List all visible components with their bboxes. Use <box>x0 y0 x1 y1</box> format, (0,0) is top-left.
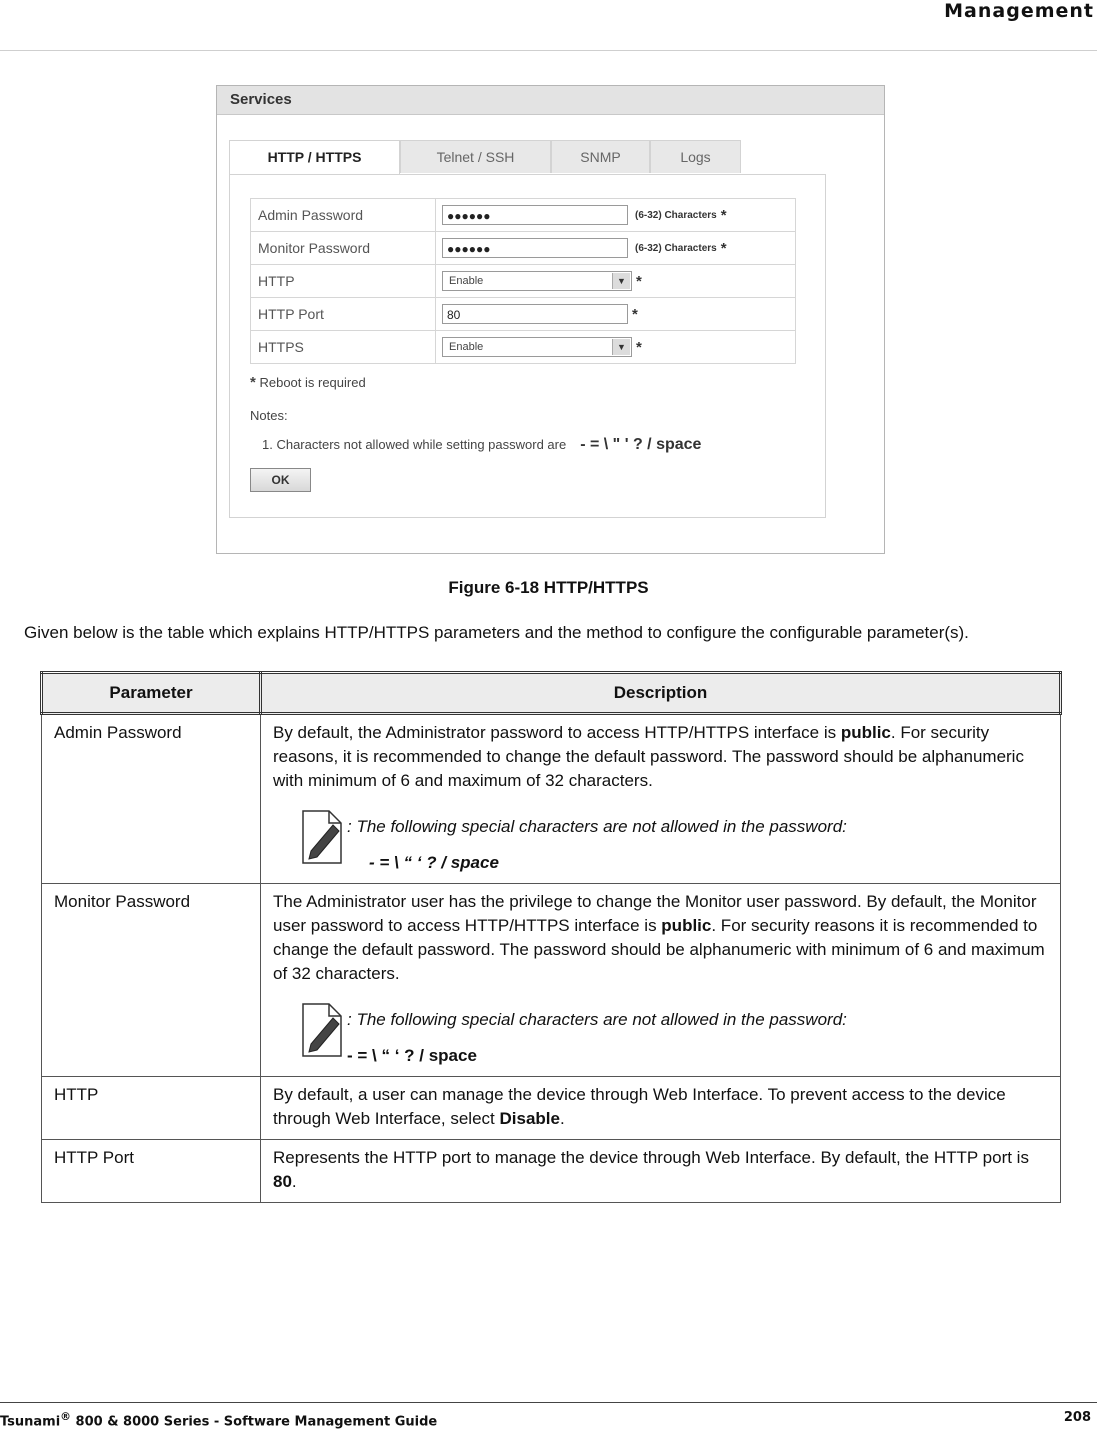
note-text: : The following special characters are not allowed in the password: <box>347 817 847 836</box>
note-block <box>273 815 1048 875</box>
description-cell <box>261 1077 1061 1140</box>
description-emphasis: 80 <box>273 1172 292 1191</box>
description-text: . For security reasons, it is recommended to change the default password. The password should be alphanumeric with minimum of 6 and maximum of 32 characters. <box>273 723 1024 790</box>
length-hint: (6-32) Characters <box>635 209 717 221</box>
field-label: HTTP Port <box>251 298 436 331</box>
form-row-https <box>251 331 796 364</box>
required-marker: * <box>720 239 727 257</box>
notes-label: Notes: <box>250 408 288 423</box>
footer-title <box>0 1410 437 1429</box>
disallowed-characters: - = \ " ' ? / space <box>580 436 702 453</box>
chevron-down-icon[interactable]: ▼ <box>612 339 630 355</box>
description-text: . <box>291 1172 297 1191</box>
note-text: 1. Characters not allowed while setting password are <box>262 437 567 452</box>
parameter-table <box>40 671 1062 1203</box>
form-row-monitor-password <box>251 232 796 265</box>
select-value: Enable <box>449 341 484 353</box>
note-item <box>262 436 701 454</box>
table-row <box>42 1140 1061 1203</box>
description-cell <box>261 884 1061 1077</box>
required-marker: * <box>636 338 642 356</box>
page-header: Management <box>944 0 1094 22</box>
footer-divider <box>0 1402 1097 1403</box>
field-label: HTTP <box>251 265 436 298</box>
header-divider <box>0 50 1097 51</box>
note-text: : The following special characters are not allowed in the password: <box>347 1010 847 1029</box>
tab-http-https[interactable]: HTTP / HTTPS <box>229 140 400 175</box>
table-header-row <box>42 673 1061 714</box>
tab-telnet-ssh[interactable]: Telnet / SSH <box>400 140 551 173</box>
form-row-http-port <box>251 298 796 331</box>
parameter-cell: HTTP <box>42 1077 261 1140</box>
required-marker: * <box>250 374 256 391</box>
disallowed-characters: - = \ “ ‘ ? / space <box>369 853 499 872</box>
select-value: Enable <box>449 275 484 287</box>
field-label: Monitor Password <box>251 232 436 265</box>
required-marker: * <box>632 305 638 323</box>
brand-name: Tsunami <box>0 1414 61 1429</box>
intro-paragraph: Given below is the table which explains HTTP/HTTPS parameters and the method to configure the configurable parameter(s). <box>24 623 969 642</box>
description-emphasis: public <box>840 723 891 742</box>
column-header-parameter: Parameter <box>42 673 261 714</box>
https-select[interactable] <box>442 337 632 357</box>
form-row-admin-password <box>251 199 796 232</box>
note-block <box>273 1008 1048 1068</box>
description-text: By default, a user can manage the device through Web Interface. To prevent access to the device through Web Interface, select <box>273 1085 1006 1128</box>
disallowed-characters: - = \ “ ‘ ? / space <box>347 1046 477 1065</box>
description-text: . For security reasons it is recommended to change the default password. The password should be alphanumeric with minimum of 6 and maximum of 32 characters. <box>273 916 1045 983</box>
panel-title: Services <box>217 86 884 115</box>
field-label: Admin Password <box>251 199 436 232</box>
services-screenshot <box>216 85 885 554</box>
settings-form <box>250 198 796 364</box>
required-marker: * <box>636 272 642 290</box>
reboot-text: Reboot is required <box>259 375 366 390</box>
admin-password-field[interactable]: ●●●●●● <box>442 205 628 225</box>
registered-mark: ® <box>60 1410 71 1423</box>
parameter-cell: Monitor Password <box>42 884 261 1077</box>
description-cell <box>261 1140 1061 1203</box>
description-text: The Administrator user has the privilege to change the Monitor user password. By default, the Monitor user password to access HTTP/HTTPS interface is <box>273 892 1037 935</box>
form-row-http <box>251 265 796 298</box>
description-cell <box>261 714 1061 884</box>
description-text: . <box>559 1109 565 1128</box>
column-header-description: Description <box>261 673 1061 714</box>
description-text: Represents the HTTP port to manage the device through Web Interface. By default, the HTTP port is <box>273 1148 1029 1167</box>
figure-caption: Figure 6-18 HTTP/HTTPS <box>448 578 649 597</box>
guide-title: 800 & 8000 Series - Software Management Guide <box>71 1414 438 1429</box>
ok-button[interactable]: OK <box>250 468 311 492</box>
http-port-field[interactable]: 80 <box>442 304 628 324</box>
reboot-note <box>250 374 366 391</box>
tab-snmp[interactable]: SNMP <box>551 140 650 173</box>
tab-logs[interactable]: Logs <box>650 140 741 173</box>
description-emphasis: Disable <box>499 1109 560 1128</box>
note-pencil-icon <box>299 809 345 865</box>
description-text: By default, the Administrator password to access HTTP/HTTPS interface is <box>273 723 841 742</box>
page-number: 208 <box>1063 1410 1091 1425</box>
field-label: HTTPS <box>251 331 436 364</box>
table-row <box>42 1077 1061 1140</box>
length-hint: (6-32) Characters <box>635 242 717 254</box>
required-marker: * <box>720 206 727 224</box>
note-pencil-icon <box>299 1002 345 1058</box>
http-select[interactable] <box>442 271 632 291</box>
chevron-down-icon[interactable]: ▼ <box>612 273 630 289</box>
description-emphasis: public <box>661 916 712 935</box>
monitor-password-field[interactable]: ●●●●●● <box>442 238 628 258</box>
table-row <box>42 714 1061 884</box>
table-row <box>42 884 1061 1077</box>
parameter-cell: Admin Password <box>42 714 261 884</box>
parameter-cell: HTTP Port <box>42 1140 261 1203</box>
